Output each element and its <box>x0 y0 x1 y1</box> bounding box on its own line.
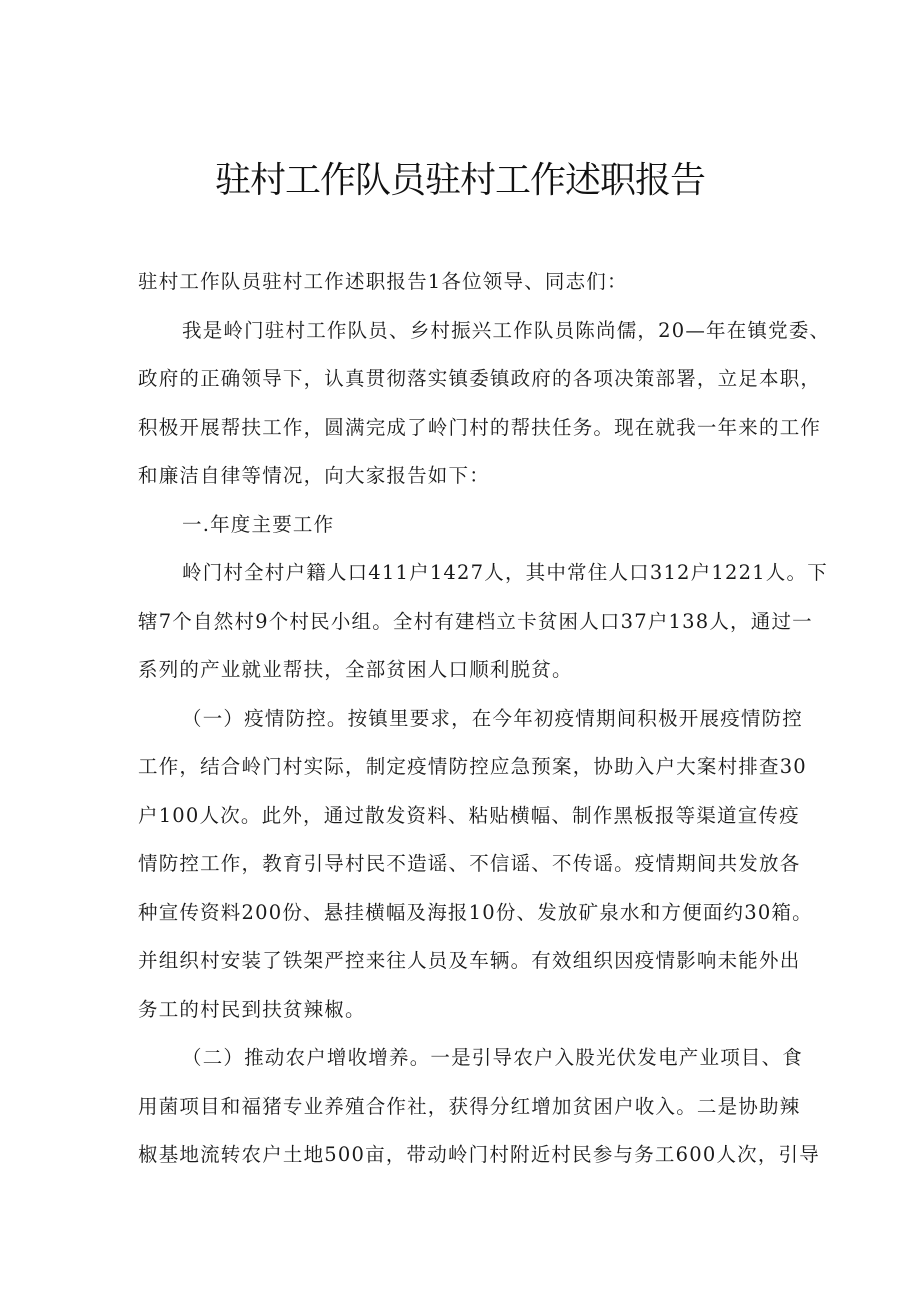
section-heading <box>138 501 798 550</box>
text-line: 岭门村全村户籍人口411户1427人，其中常住人口312户1221人。下 <box>182 561 828 584</box>
text-line: （一）疫情防控。按镇里要求，在今年初疫情期间积极开展疫情防控 <box>182 706 804 730</box>
text-line: 户100人次。此外，通过散发资料、粘贴横幅、制作黑板报等渠道宣传疫 <box>138 803 800 827</box>
document-title: 驻村工作队员驻村工作述职报告 <box>214 160 705 201</box>
text-line: 积极开展帮扶工作，圆满完成了岭门村的帮扶任务。现在就我一年来的工作 <box>138 415 822 439</box>
text-line: 我是岭门驻村工作队员、乡村振兴工作队员陈尚儒，20—年在镇党委、 <box>182 318 831 342</box>
paragraph-income-growth <box>138 1034 820 1180</box>
text-line: 务工的村民到扶贫辣椒。 <box>138 997 366 1021</box>
text-line: 工作，结合岭门村实际，制定疫情防控应急预案，协助入户大案村排查30 <box>138 755 807 778</box>
text-line: 系列的产业就业帮扶，全部贫困人口顺利脱贫。 <box>138 658 573 681</box>
text-line: （二）推动农户增收增养。一是引导农户入股光伏发电产业项目、食 <box>182 1046 804 1069</box>
text-line: 一.年度主要工作 <box>182 512 335 536</box>
text-line: 情防控工作，教育引导村民不造谣、不信谣、不传谣。疫情期间共发放各 <box>138 852 801 875</box>
paragraph-epidemic-control <box>138 695 813 1035</box>
text-line: 辖7个自然村9个村民小组。全村有建档立卡贫困人口37户138人，通过一 <box>138 609 813 633</box>
text-line: 种宣传资料200份、悬挂横幅及海报10份、发放矿泉水和方便面约30箱。 <box>138 900 813 924</box>
paragraph-village-overview <box>138 549 828 695</box>
paragraph-introduction <box>138 307 831 501</box>
text-line: 用菌项目和福猪专业养殖合作社，获得分红增加贫困户收入。二是协助辣 <box>138 1094 801 1118</box>
text-line: 并组织村安装了铁架严控来往人员及车辆。有效组织因疫情影响未能外出 <box>138 949 801 972</box>
text-line: 政府的正确领导下，认真贯彻落实镇委镇政府的各项决策部署，立足本职， <box>138 367 822 390</box>
document-body <box>138 258 831 1180</box>
text-line: 驻村工作队员驻村工作述职报告1各位领导、同志们： <box>138 270 628 293</box>
paragraph-salutation <box>138 258 798 307</box>
text-line: 椒基地流转农户土地500亩，带动岭门村附近村民参与务工600人次，引导 <box>138 1143 820 1166</box>
text-line: 和廉洁自律等情况，向大家报告如下： <box>138 464 490 487</box>
